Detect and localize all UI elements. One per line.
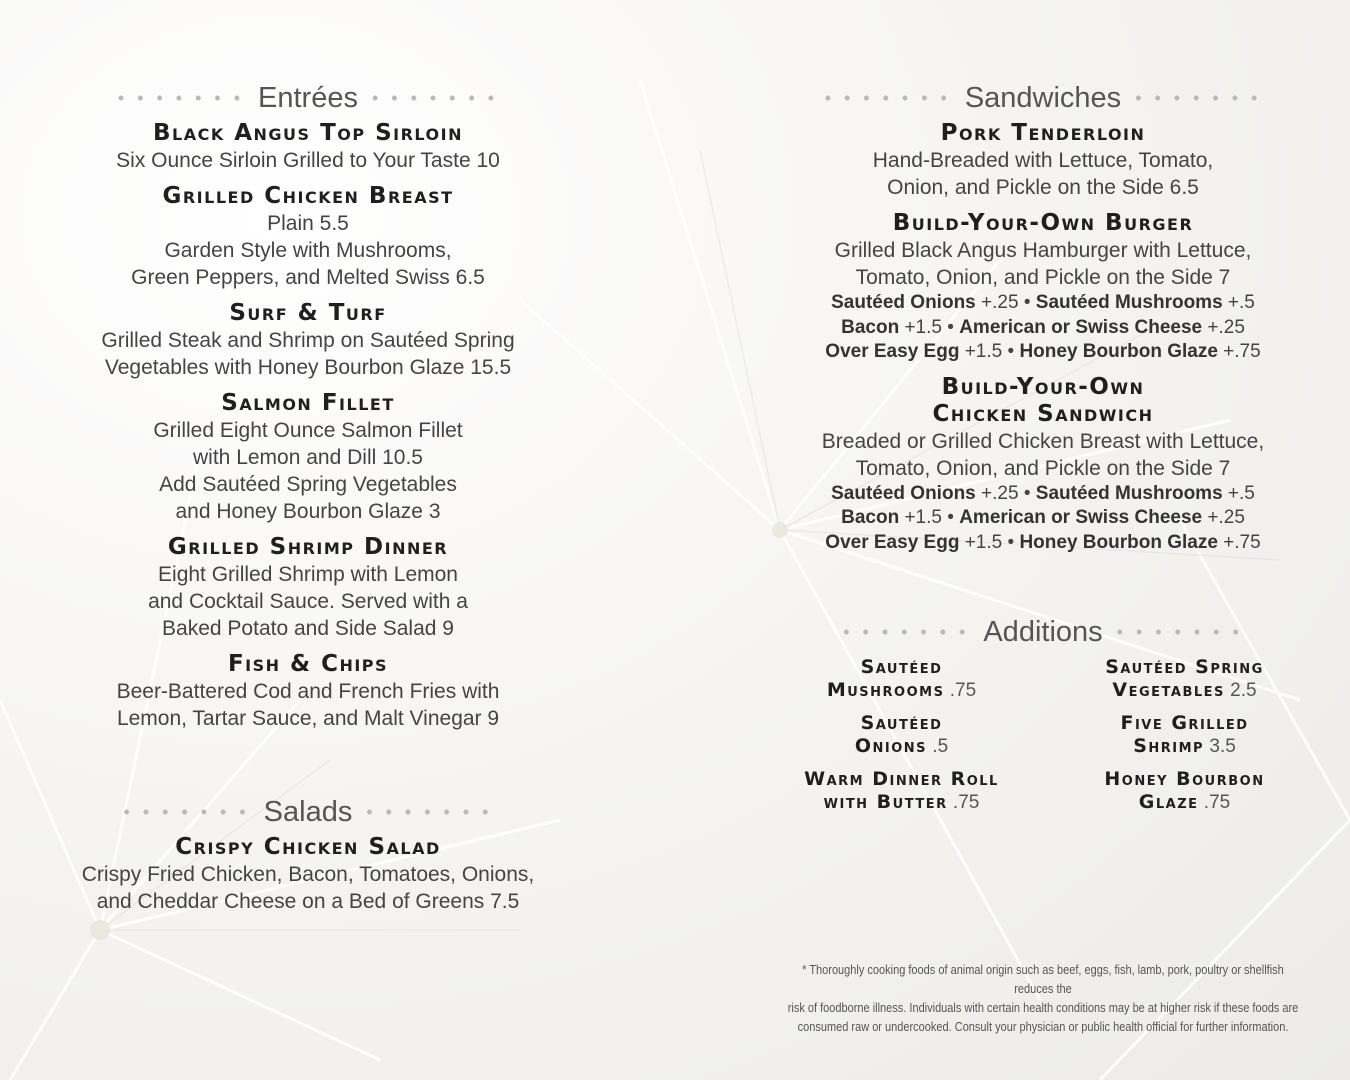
item-description: Eight Grilled Shrimp with Lemon [158, 563, 458, 586]
item-name: Surf & Turf [229, 300, 387, 326]
addition-item [1053, 768, 1316, 814]
option-line [770, 506, 1316, 531]
item-description: Crispy Fried Chicken, Bacon, Tomatoes, Onions, [81, 863, 535, 886]
option-name: Bacon [841, 507, 900, 528]
item-description: Tomato, Onion, and Pickle on the Side 7 [855, 456, 1231, 480]
item-name: Build-Your-Own [941, 373, 1145, 400]
item-description: Breaded or Grilled Chicken Breast with Lettuce, [821, 429, 1265, 453]
item-description: Add Sautéed Spring Vegetables [159, 473, 457, 496]
addition-label: Vegetables [1112, 679, 1225, 701]
option-name: Sautéed Onions [831, 292, 976, 313]
addition-label: Glaze [1138, 791, 1199, 813]
item-description: Grilled Eight Ounce Salmon Fillet [153, 419, 463, 442]
menu-item [770, 120, 1316, 201]
item-description: with Lemon and Dill 10.5 [193, 446, 423, 469]
item-name: Grilled Shrimp Dinner [167, 534, 449, 560]
sandwiches-heading [770, 78, 1316, 118]
salads-title: Salads [263, 795, 353, 828]
option-price: +.75 [1217, 341, 1261, 362]
addition-label: Honey Bourbon [1104, 768, 1265, 790]
addition-item [770, 656, 1033, 702]
item-name: Pork Tenderloin [940, 120, 1146, 146]
option-line [770, 291, 1316, 316]
item-description: Grilled Black Angus Hamburger with Lettuce, [834, 239, 1252, 262]
addition-label: Shrimp [1133, 735, 1205, 757]
item-description: Six Ounce Sirloin Grilled to Your Taste 10 [116, 149, 500, 172]
separator: • [1018, 292, 1036, 313]
menu-item [40, 300, 576, 381]
option-name: American or Swiss Cheese [959, 507, 1203, 528]
item-name: Salmon Fillet [221, 390, 395, 416]
addition-price: .5 [927, 736, 949, 757]
option-name: Sautéed Mushrooms [1035, 292, 1223, 313]
menu-item [770, 374, 1316, 556]
option-price: +.5 [1222, 482, 1255, 504]
item-description: Green Peppers, and Melted Swiss 6.5 [131, 266, 485, 289]
option-price: +.25 [1202, 507, 1245, 528]
addition-price: 3.5 [1204, 736, 1236, 757]
heading-dots: • • • • • • • [824, 87, 951, 108]
option-name: American or Swiss Cheese [959, 316, 1203, 338]
option-price: +.25 [975, 292, 1019, 313]
addition-label: Mushrooms [826, 679, 945, 701]
menu-item [40, 183, 576, 291]
item-name: Build-Your-Own Burger [892, 210, 1194, 236]
option-price: +1.5 [959, 341, 1003, 362]
heading-dots: • • • • • • • [117, 87, 245, 108]
separator: • [941, 507, 960, 528]
option-price: +1.5 [959, 531, 1003, 553]
option-line [770, 340, 1316, 365]
item-description: and Cocktail Sauce. Served with a [148, 590, 468, 613]
item-description: Plain 5.5 [267, 212, 349, 235]
addition-label: with Butter [823, 791, 948, 813]
item-name: Fish & Chips [227, 651, 389, 677]
menu-item [40, 120, 576, 174]
addition-label: Sautéed [860, 656, 943, 678]
additions-grid [770, 656, 1316, 814]
option-price: +1.5 [899, 316, 942, 338]
option-name: Sautéed Mushrooms [1035, 482, 1223, 504]
addition-label: Sautéed [860, 712, 943, 734]
heading-dots: • • • • • • • [1116, 621, 1243, 642]
disclaimer-line: risk of foodborne illness. Individuals with certain health conditions may be at higher risk if these foods are [787, 1001, 1299, 1015]
additions-title: Additions [983, 615, 1103, 648]
option-name: Honey Bourbon Glaze [1019, 531, 1218, 553]
option-price: +.5 [1222, 292, 1255, 313]
item-name: Chicken Sandwich [932, 400, 1154, 427]
separator: • [941, 316, 960, 338]
item-description: and Honey Bourbon Glaze 3 [175, 500, 441, 523]
option-price: +1.5 [899, 507, 942, 528]
addition-label: Warm Dinner Roll [804, 768, 999, 790]
addition-item [770, 712, 1033, 758]
addition-item [1053, 712, 1316, 758]
heading-dots: • • • • • • • [843, 621, 970, 642]
item-description: Lemon, Tartar Sauce, and Malt Vinegar 9 [116, 707, 500, 730]
item-description: Tomato, Onion, and Pickle on the Side 7 [855, 266, 1231, 289]
item-description: Hand-Breaded with Lettuce, Tomato, [872, 149, 1214, 172]
heading-dots: • • • • • • • [371, 87, 499, 108]
addition-price: 2.5 [1224, 680, 1257, 701]
addition-label: Five Grilled [1120, 712, 1249, 734]
item-name: Grilled Chicken Breast [162, 183, 454, 209]
option-line [770, 316, 1316, 341]
heading-dots: • • • • • • • [1135, 87, 1262, 108]
item-description: Garden Style with Mushrooms, [164, 239, 452, 262]
addition-price: .75 [1198, 792, 1231, 813]
additions-heading [770, 612, 1316, 652]
addition-item [770, 768, 1033, 814]
separator: • [1002, 341, 1020, 362]
addition-label: Sautéed Spring [1105, 656, 1264, 678]
sandwiches-title: Sandwiches [964, 81, 1122, 114]
heading-dots: • • • • • • • [366, 801, 493, 822]
item-description: Onion, and Pickle on the Side 6.5 [887, 176, 1199, 199]
additions-section [770, 612, 1316, 814]
heading-dots: • • • • • • • [123, 801, 250, 822]
separator: • [1002, 531, 1020, 553]
item-name: Black Angus Top Sirloin [152, 120, 464, 146]
item-description: Baked Potato and Side Salad 9 [162, 617, 454, 640]
option-name: Sautéed Onions [831, 482, 976, 504]
salads-heading [40, 792, 576, 832]
option-line [770, 531, 1316, 556]
left-column [40, 78, 576, 924]
item-description: Grilled Steak and Shrimp on Sautéed Spring [101, 329, 515, 352]
option-line [770, 482, 1316, 507]
disclaimer-line: consumed raw or undercooked. Consult your physician or public health official for further information. [797, 1020, 1289, 1034]
option-name: Over Easy Egg [825, 531, 960, 553]
right-column [770, 78, 1316, 564]
menu-item [40, 651, 576, 732]
disclaimer-line: * Thoroughly cooking foods of animal origin such as beef, eggs, fish, lamb, pork, poultry or shellfish reduces the [802, 963, 1284, 996]
option-name: Over Easy Egg [825, 341, 960, 362]
item-description: Vegetables with Honey Bourbon Glaze 15.5 [104, 356, 512, 379]
addition-item [1053, 656, 1316, 702]
option-name: Bacon [841, 316, 900, 338]
option-price: +.75 [1217, 531, 1261, 553]
separator: • [1018, 482, 1036, 504]
addition-price: .75 [947, 792, 980, 813]
menu-item [40, 834, 576, 915]
addition-label: Onions [854, 735, 928, 757]
menu-item [770, 210, 1316, 365]
menu-item [40, 534, 576, 642]
option-name: Honey Bourbon Glaze [1019, 341, 1218, 362]
entrees-title: Entrées [258, 81, 358, 114]
food-safety-disclaimer [783, 961, 1302, 1037]
addition-price: .75 [944, 680, 977, 701]
item-description: Beer-Battered Cod and French Fries with [116, 680, 500, 703]
item-description: and Cheddar Cheese on a Bed of Greens 7.5 [96, 890, 520, 913]
item-name: Crispy Chicken Salad [175, 834, 441, 860]
entrees-heading [40, 78, 576, 118]
option-price: +.25 [975, 482, 1019, 504]
option-price: +.25 [1202, 316, 1245, 338]
menu-item [40, 390, 576, 525]
